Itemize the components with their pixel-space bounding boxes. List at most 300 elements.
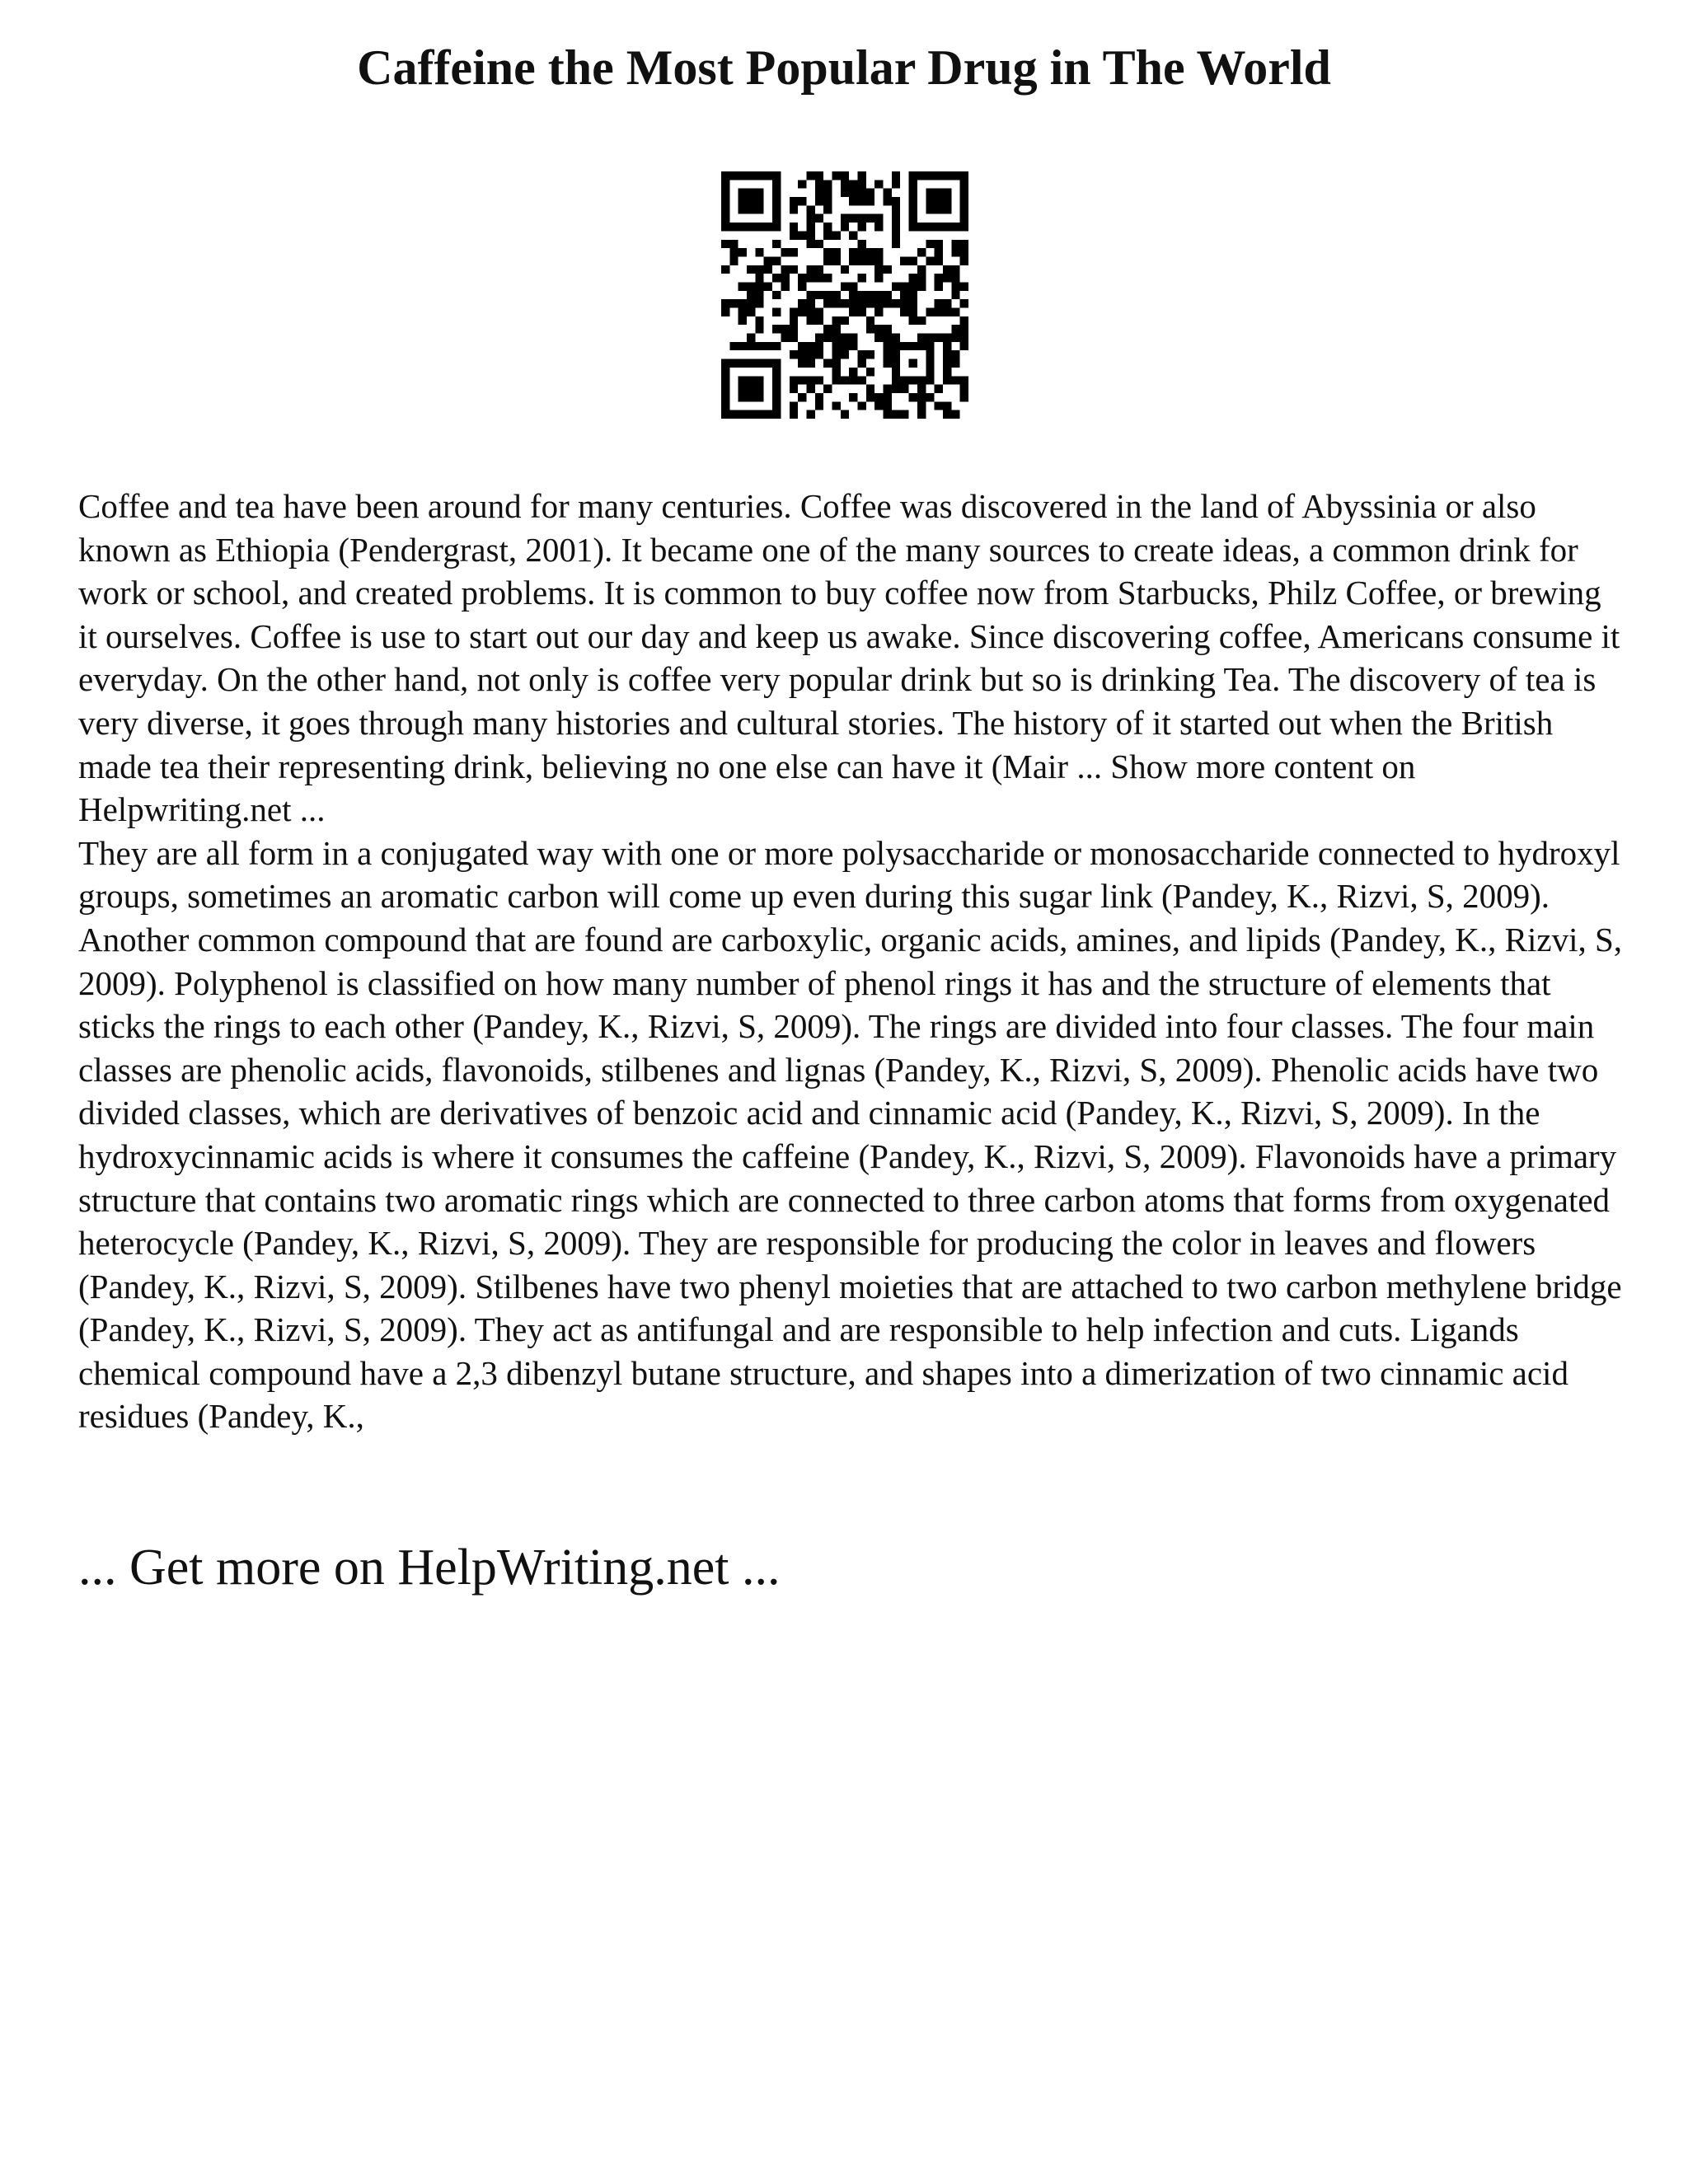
qr-module [772,256,781,265]
qr-module [832,368,840,376]
qr-module [823,205,832,213]
qr-module [738,393,747,401]
qr-module [790,401,798,410]
qr-module [764,171,772,180]
qr-module [721,368,729,376]
qr-module [772,325,781,333]
qr-module [806,214,814,223]
qr-module [884,189,892,197]
qr-module [951,359,959,368]
qr-module [772,308,781,316]
qr-module [960,376,968,384]
qr-module [917,334,926,342]
qr-module [755,325,763,333]
qr-module [900,410,908,419]
qr-module [960,248,968,256]
page-title: Caffeine the Most Popular Drug in The World [357,40,1331,95]
qr-module [892,282,900,290]
qr-module [806,274,814,282]
qr-module [823,385,832,393]
qr-module [960,189,968,197]
qr-module [917,376,926,384]
qr-module [738,316,747,325]
qr-module [849,214,857,223]
qr-module [738,171,747,180]
qr-module [721,214,729,223]
qr-module [798,197,806,205]
qr-module [935,205,943,213]
qr-module [884,410,892,419]
qr-module [832,256,840,265]
qr-module [892,180,900,188]
qr-module [755,282,763,290]
qr-module [874,325,883,333]
qr-module [960,171,968,180]
qr-module [755,316,763,325]
qr-module [935,308,943,316]
qr-module [729,410,738,419]
qr-module [738,197,747,205]
qr-module [858,274,866,282]
qr-module [917,171,926,180]
qr-module [841,189,849,197]
qr-module [790,265,798,274]
qr-module [747,334,755,342]
qr-module [806,265,814,274]
qr-module [926,342,934,350]
qr-module [960,342,968,350]
qr-module [755,189,763,197]
qr-module [858,197,866,205]
qr-module [951,274,959,282]
qr-module [909,282,917,290]
qr-module [798,350,806,359]
qr-module [823,180,832,188]
qr-module [721,205,729,213]
qr-module [729,359,738,368]
qr-module [764,223,772,231]
qr-module [943,171,951,180]
qr-module [935,197,943,205]
qr-module [738,385,747,393]
qr-module [849,256,857,265]
qr-module [849,291,857,299]
qr-module [858,189,866,197]
qr-module [858,401,866,410]
qr-module [960,299,968,307]
qr-module [874,248,883,256]
qr-module [832,376,840,384]
qr-module [917,393,926,401]
qr-module [917,401,926,410]
qr-module [909,189,917,197]
qr-module [721,189,729,197]
qr-module [721,401,729,410]
qr-module [721,359,729,368]
qr-module [815,316,823,325]
qr-module [772,368,781,376]
qr-module [900,376,908,384]
qr-module [849,248,857,256]
qr-module [900,308,908,316]
qr-module [926,256,934,265]
qr-module [849,308,857,316]
qr-module [917,410,926,419]
qr-module [832,291,840,299]
qr-module [892,350,900,359]
qr-module [747,265,755,274]
qr-module [951,223,959,231]
qr-module [849,376,857,384]
qr-module [926,359,934,368]
qr-module [917,385,926,393]
qr-module [926,368,934,376]
qr-module [892,171,900,180]
qr-module [755,248,763,256]
qr-module [755,376,763,384]
qr-module [951,265,959,274]
qr-module [721,197,729,205]
qr-module [781,282,789,290]
qr-module [849,299,857,307]
qr-module [747,299,755,307]
qr-module [917,248,926,256]
qr-module [917,342,926,350]
qr-module [866,197,874,205]
qr-module [943,197,951,205]
qr-module [798,299,806,307]
qr-module [960,197,968,205]
qr-module [935,385,943,393]
qr-module [892,231,900,239]
qr-module [892,359,900,368]
qr-module [858,240,866,248]
qr-module [721,410,729,419]
qr-module [960,316,968,325]
qr-module [866,368,874,376]
qr-code-graphic [721,171,968,419]
qr-module [781,248,789,256]
qr-module [943,205,951,213]
qr-module [935,274,943,282]
qr-module [729,240,738,248]
qr-module [755,393,763,401]
qr-module [951,350,959,359]
qr-module [917,316,926,325]
qr-module [841,265,849,274]
qr-module [747,359,755,368]
qr-module [926,240,934,248]
qr-module [747,189,755,197]
qr-module [892,214,900,223]
article-paragraph-1: Coffee and tea have been around for many centuries. Coffee was discovered in the land of Abyssinia or also known as Ethiopia (Pendergrast, 2001). It became one of the many sources to create ideas, a common drink for work or school, and created problems. It is common to buy coffee now from Starbucks, Philz Coffee, or brewing it ourselves. Coffee is use to start out our day and keep us awake. Since discovering coffee, Americans consume it everyday. On the other hand, not only is coffee very popular drink but so is drinking Tea. The discovery of tea is very diverse, it goes through many histories and cultural stories. The history of it started out when the British made tea their representing drink, believing no one else can have it (Mair ... Show more content on Helpwriting.net ... [78,487,1620,829]
qr-module [798,376,806,384]
qr-module [798,393,806,401]
qr-module [892,197,900,205]
qr-module [866,350,874,359]
qr-module [806,240,814,248]
qr-module [900,282,908,290]
qr-module [729,342,738,350]
qr-module [721,393,729,401]
qr-module [772,342,781,350]
qr-module [721,223,729,231]
qr-module [729,256,738,265]
qr-module [841,376,849,384]
qr-module [790,334,798,342]
qr-module [790,205,798,213]
qr-module [951,410,959,419]
qr-module [798,342,806,350]
qr-module [935,240,943,248]
qr-module [764,256,772,265]
qr-module [823,359,832,368]
article-body [78,485,1628,1438]
qr-module [874,223,883,231]
qr-module [960,180,968,188]
qr-module [790,316,798,325]
qr-module [909,180,917,188]
qr-module [772,376,781,384]
qr-module [943,189,951,197]
article-paragraph-2: They are all form in a conjugated way with one or more polysaccharide or monosaccharide connected to hydroxyl groups, sometimes an aromatic carbon will come up even during this sugar link (Pandey, K., Rizvi, S, 2009). Another common compound that are found are carboxylic, organic acids, amines, and lipids (Pandey, K., Rizvi, S, 2009). Polyphenol is classified on how many number of phenol rings it has and the structure of elements that sticks the rings to each other (Pandey, K., Rizvi, S, 2009). The rings are divided into four classes. The four main classes are phenolic acids, flavonoids, stilbenes and lignas (Pandey, K., Rizvi, S, 2009). Phenolic acids have two divided classes, which are derivatives of benzoic acid and cinnamic acid (Pandey, K., Rizvi, S, 2009). In the hydroxycinnamic acids is where it consumes the caffeine (Pandey, K., Rizvi, S, 2009). Flavonoids have a primary structure that contains two aromatic rings which are connected to three carbon atoms that forms from oxygenated heterocycle (Pandey, K., Rizvi, S, 2009). They are responsible for producing the color in leaves and flowers (Pandey, K., Rizvi, S, 2009). Stilbenes have two phenyl moieties that are attached to two carbon methylene bridge (Pandey, K., Rizvi, S, 2009). They act as antifungal and are responsible to help infection and cuts. Ligands chemical compound have a 2,3 dibenzyl butane structure, and shapes into a dimerization of two cinnamic acid residues (Pandey, K., [78,833,1623,1436]
qr-module [772,274,781,282]
qr-module [721,240,729,248]
qr-module [935,299,943,307]
qr-module [892,342,900,350]
qr-module [772,214,781,223]
qr-module [755,223,763,231]
qr-module [874,256,883,265]
qr-module [772,359,781,368]
qr-module [841,334,849,342]
qr-module [755,410,763,419]
qr-module [892,334,900,342]
qr-module [832,231,840,239]
qr-module [806,223,814,231]
qr-module [884,385,892,393]
qr-module [866,256,874,265]
qr-module [960,334,968,342]
qr-module [935,401,943,410]
qr-module [815,334,823,342]
qr-module [790,325,798,333]
qr-module [951,334,959,342]
qr-module [798,308,806,316]
qr-module [926,393,934,401]
qr-module [909,342,917,350]
qr-module [884,265,892,274]
qr-module [832,248,840,256]
qr-module [798,274,806,282]
get-more-link[interactable]: ... Get more on HelpWriting.net ... [78,1540,781,1596]
qr-module [874,214,883,223]
qr-module [866,385,874,393]
qr-module [849,189,857,197]
qr-module [738,282,747,290]
qr-module [747,205,755,213]
qr-module [943,401,951,410]
qr-module [815,308,823,316]
qr-module [806,291,814,299]
qr-module [935,282,943,290]
qr-module [884,197,892,205]
qr-module [874,334,883,342]
qr-module [943,368,951,376]
qr-module [823,291,832,299]
qr-module [772,393,781,401]
qr-module [823,299,832,307]
qr-module [874,401,883,410]
qr-module [874,299,883,307]
qr-module [884,325,892,333]
qr-module [815,342,823,350]
qr-module [738,359,747,368]
qr-module [772,223,781,231]
qr-module [772,189,781,197]
qr-module [755,359,763,368]
qr-module [960,325,968,333]
qr-module [858,223,866,231]
qr-module [951,325,959,333]
qr-module [943,308,951,316]
qr-module [815,350,823,359]
qr-module [909,205,917,213]
qr-module [832,401,840,410]
qr-module [806,410,814,419]
qr-module [951,171,959,180]
qr-module [806,231,814,239]
qr-module [764,282,772,290]
qr-module [781,274,789,282]
qr-module [935,223,943,231]
qr-module [790,350,798,359]
qr-module [738,248,747,256]
qr-module [943,342,951,350]
qr-module [747,385,755,393]
qr-module [815,197,823,205]
qr-module [781,265,789,274]
qr-module [935,256,943,265]
qr-module [755,274,763,282]
qr-module [755,385,763,393]
qr-module [960,223,968,231]
qr-module [729,223,738,231]
qr-module [960,393,968,401]
qr-module [815,376,823,384]
qr-module [806,359,814,368]
qr-module [909,223,917,231]
qr-module [755,291,763,299]
qr-module [935,248,943,256]
qr-module [926,223,934,231]
qr-module [772,197,781,205]
qr-module [806,171,814,180]
qr-module [849,393,857,401]
qr-module [747,308,755,316]
qr-module [738,308,747,316]
qr-module [823,325,832,333]
qr-module [849,231,857,239]
qr-module [790,308,798,316]
qr-module [832,334,840,342]
qr-module [841,299,849,307]
qr-module [892,299,900,307]
qr-module [884,334,892,342]
qr-module [806,308,814,316]
qr-module [849,180,857,188]
qr-module [823,231,832,239]
qr-module [917,265,926,274]
qr-module [798,359,806,368]
qr-module [841,223,849,231]
qr-module [909,359,917,368]
qr-module [900,385,908,393]
qr-module [943,334,951,342]
qr-module [772,171,781,180]
qr-module [960,385,968,393]
qr-module [917,282,926,290]
qr-module [841,410,849,419]
qr-module [909,299,917,307]
qr-module [823,256,832,265]
qr-module [764,342,772,350]
qr-module [849,197,857,205]
qr-module [841,171,849,180]
qr-module [951,291,959,299]
qr-code-icon [721,171,968,419]
qr-module [858,291,866,299]
qr-module [909,274,917,282]
qr-module [790,248,798,256]
qr-module [832,316,840,325]
qr-module [823,197,832,205]
qr-module [764,265,772,274]
qr-module [892,240,900,248]
qr-module [815,240,823,248]
qr-module [884,401,892,410]
qr-module [951,376,959,384]
qr-module [909,393,917,401]
qr-module [858,376,866,384]
qr-module [721,180,729,188]
qr-module [721,299,729,307]
qr-module [721,376,729,384]
qr-module [772,180,781,188]
qr-module [806,350,814,359]
qr-module [806,342,814,350]
qr-module [790,231,798,239]
qr-module [926,205,934,213]
qr-module [721,171,729,180]
qr-module [823,274,832,282]
qr-module [738,223,747,231]
qr-module [892,410,900,419]
qr-module [755,171,763,180]
qr-module [849,368,857,376]
qr-module [884,291,892,299]
qr-module [806,316,814,325]
qr-module [874,265,883,274]
qr-module [874,180,883,188]
qr-module [926,308,934,316]
qr-module [841,180,849,188]
qr-module [841,342,849,350]
qr-module [815,189,823,197]
qr-module [858,350,866,359]
qr-module [772,205,781,213]
qr-module [849,282,857,290]
